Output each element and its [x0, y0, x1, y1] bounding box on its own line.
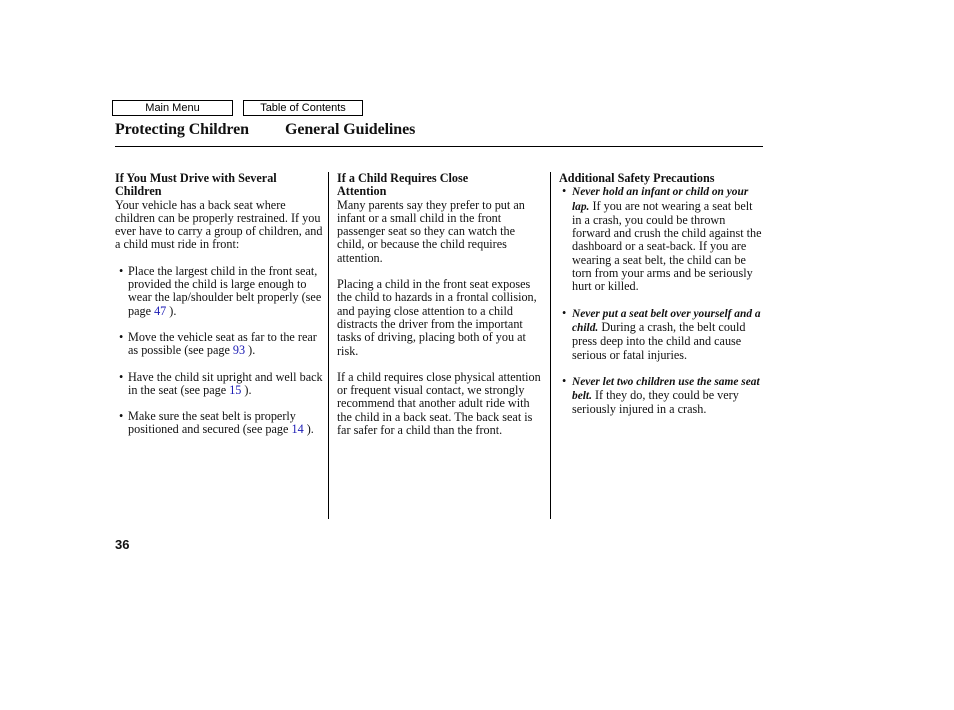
page-header: [115, 121, 416, 139]
column-several-children: [115, 172, 323, 437]
page-number: 36: [115, 537, 130, 552]
intro-paragraph: Your vehicle has a back seat where children can be properly restrained. If you ever have to carry a group of children, and a child must ride in front:: [115, 197, 323, 252]
column-heading: Additional Safety Precautions: [559, 171, 715, 185]
page-link-47[interactable]: 47: [154, 303, 167, 318]
list-item: • Have the child sit upright and well back in the seat (see page 15 ).: [119, 369, 323, 397]
header-rule: [115, 146, 763, 147]
main-menu-button[interactable]: Main Menu: [112, 100, 233, 116]
list-item: • Never hold an infant or child on your lap. If you are not wearing a seat belt in a crash, you could be thrown forward and crush the child against the dashboard or a seat-back. If you are wearing a seat belt, the child can be torn from your arms and be seriously hurt or killed.: [562, 184, 762, 294]
column-heading: If You Must Drive with Several Children: [115, 171, 277, 199]
page-link-93[interactable]: 93: [232, 343, 246, 358]
list-item: • Never let two children use the same seat belt. If they do, they could be very seriously injured in a crash.: [562, 373, 760, 417]
subsection-title: General Guidelines: [285, 121, 416, 138]
column-safety-precautions: [559, 172, 765, 417]
list-item: • Move the vehicle seat as far to the rear as possible (see page 93 ).: [119, 329, 317, 358]
table-of-contents-button[interactable]: Table of Contents: [243, 100, 363, 116]
paragraph: Many parents say they prefer to put an infant or a small child in the front passenger seat so they can watch the child, or because the child requires attention.: [337, 197, 525, 265]
list-item: • Make sure the seat belt is properly positioned and secured (see page 14 ).: [119, 409, 314, 437]
page-link-15[interactable]: 15: [229, 382, 242, 397]
column-divider: [550, 172, 551, 519]
column-divider: [328, 172, 329, 519]
list-item: • Never put a seat belt over yourself and a child. During a crash, the belt could press deep into the child and cause serious or fatal injuries.: [562, 305, 761, 362]
page-link-14[interactable]: 14: [291, 422, 304, 437]
column-close-attention: [337, 172, 545, 437]
paragraph: Placing a child in the front seat exposes the child to hazards in a frontal collision, and paying close attention to a child distracts the driver from the important tasks of driving, placing both of you at risk.: [337, 277, 537, 358]
column-heading: If a Child Requires Close Attention: [337, 171, 469, 199]
list-item: • Place the largest child in the front seat, provided the child is large enough to wear the lap/shoulder belt properly (see page 47 ).: [119, 263, 322, 318]
paragraph: If a child requires close physical attention or frequent visual contact, we strongly recommend that another adult ride with the child in a back seat. The back seat is far safer for a child than the front.: [337, 369, 541, 438]
section-title: Protecting Children: [115, 121, 249, 138]
